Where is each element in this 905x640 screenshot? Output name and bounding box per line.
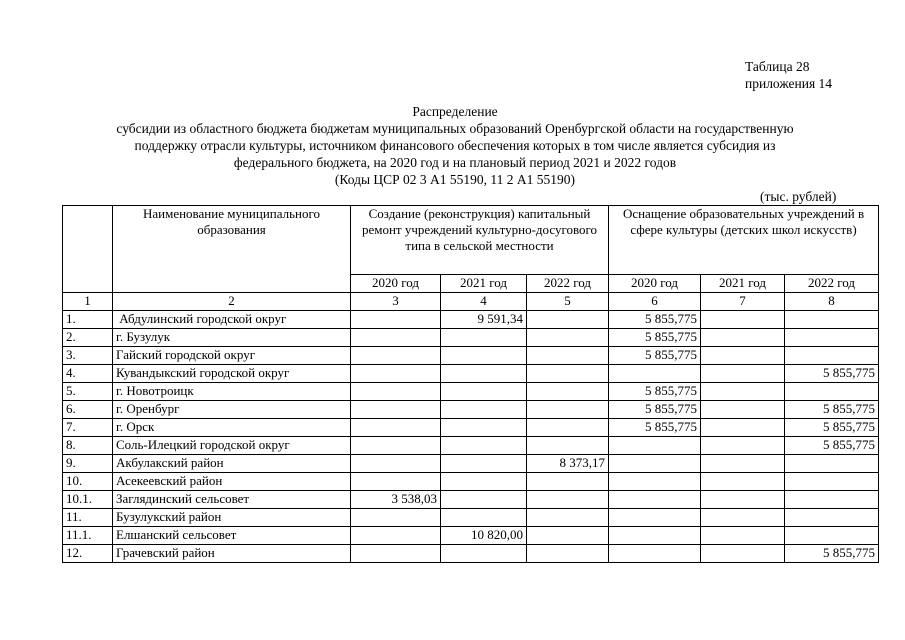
amount-cell <box>701 329 785 347</box>
amount-cell <box>701 365 785 383</box>
amount-cell <box>527 347 609 365</box>
title-line-4: федерального бюджета, на 2020 год и на плановый период 2021 и 2022 годов <box>233 155 677 170</box>
row-number: 5. <box>63 383 113 401</box>
amount-cell <box>701 383 785 401</box>
amount-cell <box>527 401 609 419</box>
amount-cell <box>785 383 879 401</box>
amount-cell <box>527 545 609 563</box>
table-row <box>63 527 879 545</box>
table-caption <box>745 58 832 92</box>
row-number: 4. <box>63 365 113 383</box>
amount-cell <box>785 347 879 365</box>
amount-cell <box>351 419 441 437</box>
amount-cell <box>701 527 785 545</box>
amount-cell <box>785 473 879 491</box>
amount-cell <box>609 437 701 455</box>
year-header: 2020 год <box>351 275 441 293</box>
amount-cell <box>701 473 785 491</box>
amount-cell <box>441 491 527 509</box>
header-cell-name: Наименование муниципального образования <box>113 206 351 293</box>
amount-cell: 10 820,00 <box>441 527 527 545</box>
table-row <box>63 329 879 347</box>
amount-cell <box>701 437 785 455</box>
column-number: 6 <box>609 293 701 311</box>
amount-cell <box>527 473 609 491</box>
amount-cell: 5 855,775 <box>785 437 879 455</box>
table-row <box>63 437 879 455</box>
amount-cell <box>351 347 441 365</box>
amount-cell <box>441 455 527 473</box>
column-number: 3 <box>351 293 441 311</box>
municipality-name: г. Новотроицк <box>113 383 351 401</box>
row-number: 7. <box>63 419 113 437</box>
amount-cell: 5 855,775 <box>785 545 879 563</box>
municipality-name: Акбулакский район <box>113 455 351 473</box>
amount-cell <box>527 509 609 527</box>
amount-cell <box>701 509 785 527</box>
amount-cell <box>351 329 441 347</box>
appendix-label: приложения 14 <box>745 76 833 91</box>
municipality-name: Грачевский район <box>113 545 351 563</box>
municipality-name: Елшанский сельсовет <box>113 527 351 545</box>
row-number: 10. <box>63 473 113 491</box>
municipality-name: г. Оренбург <box>113 401 351 419</box>
amount-cell: 5 855,775 <box>609 419 701 437</box>
amount-cell <box>351 437 441 455</box>
table-body <box>63 311 879 563</box>
header-group-equipment: Оснащение образовательных учреждений в сфере культуры (детских школ искусств) <box>609 206 879 275</box>
table-row <box>63 347 879 365</box>
amount-cell <box>701 311 785 329</box>
amount-cell <box>609 365 701 383</box>
amount-cell <box>609 455 701 473</box>
year-header: 2021 год <box>441 275 527 293</box>
amount-cell <box>609 545 701 563</box>
table-row <box>63 365 879 383</box>
amount-cell <box>701 419 785 437</box>
municipality-name: Заглядинский сельсовет <box>113 491 351 509</box>
amount-cell <box>527 437 609 455</box>
year-header: 2022 год <box>527 275 609 293</box>
table-row <box>63 509 879 527</box>
amount-cell: 5 855,775 <box>785 401 879 419</box>
column-number-row <box>63 293 879 311</box>
amount-cell <box>527 329 609 347</box>
table-row <box>63 419 879 437</box>
amount-cell <box>441 509 527 527</box>
row-number: 9. <box>63 455 113 473</box>
column-number: 7 <box>701 293 785 311</box>
table-row <box>63 473 879 491</box>
units-label: (тыс. рублей) <box>760 189 837 204</box>
row-number: 3. <box>63 347 113 365</box>
amount-cell <box>441 437 527 455</box>
municipality-name: г. Орск <box>113 419 351 437</box>
amount-cell <box>785 527 879 545</box>
table-row <box>63 545 879 563</box>
table-row <box>63 311 879 329</box>
municipality-name: Гайский городской округ <box>113 347 351 365</box>
amount-cell <box>441 473 527 491</box>
amount-cell <box>701 401 785 419</box>
year-header: 2020 год <box>609 275 701 293</box>
amount-cell <box>785 509 879 527</box>
amount-cell <box>351 509 441 527</box>
amount-cell <box>701 347 785 365</box>
amount-cell: 3 538,03 <box>351 491 441 509</box>
title-line-3: поддержку отрасли культуры, источником финансового обеспечения которых в том числе является субсидия из <box>134 138 776 153</box>
amount-cell: 5 855,775 <box>609 401 701 419</box>
column-number: 2 <box>113 293 351 311</box>
amount-cell <box>351 311 441 329</box>
table-row <box>63 491 879 509</box>
table-row <box>63 401 879 419</box>
title-line-1: Распределение <box>412 104 498 119</box>
row-number: 1. <box>63 311 113 329</box>
row-number: 11.1. <box>63 527 113 545</box>
amount-cell <box>785 329 879 347</box>
amount-cell <box>701 545 785 563</box>
amount-cell <box>351 473 441 491</box>
amount-cell <box>351 455 441 473</box>
header-cell-num <box>63 206 113 293</box>
table-row <box>63 383 879 401</box>
header-group-reconstruction: Создание (реконструкция) капитальный ремонт учреждений культурно-досугового типа в сельской местности <box>351 206 609 275</box>
amount-cell <box>527 491 609 509</box>
amount-cell <box>527 365 609 383</box>
amount-cell <box>441 329 527 347</box>
amount-cell: 5 855,775 <box>609 383 701 401</box>
municipality-name: Асекеевский район <box>113 473 351 491</box>
distribution-table <box>62 205 879 563</box>
amount-cell <box>527 527 609 545</box>
amount-cell: 8 373,17 <box>527 455 609 473</box>
row-number: 10.1. <box>63 491 113 509</box>
amount-cell <box>609 527 701 545</box>
amount-cell <box>609 509 701 527</box>
row-number: 12. <box>63 545 113 563</box>
amount-cell <box>441 365 527 383</box>
year-header: 2022 год <box>785 275 879 293</box>
amount-cell <box>351 401 441 419</box>
amount-cell: 9 591,34 <box>441 311 527 329</box>
amount-cell: 5 855,775 <box>785 365 879 383</box>
amount-cell <box>785 491 879 509</box>
municipality-name: Бузулукский район <box>113 509 351 527</box>
amount-cell <box>527 383 609 401</box>
amount-cell <box>441 545 527 563</box>
row-number: 11. <box>63 509 113 527</box>
amount-cell <box>785 455 879 473</box>
title-line-5: (Коды ЦСР 02 3 А1 55190, 11 2 А1 55190) <box>334 172 576 187</box>
column-number: 8 <box>785 293 879 311</box>
amount-cell <box>441 419 527 437</box>
municipality-name: г. Бузулук <box>113 329 351 347</box>
document-title <box>60 103 850 188</box>
amount-cell: 5 855,775 <box>785 419 879 437</box>
table-row <box>63 455 879 473</box>
title-line-2: субсидии из областного бюджета бюджетам муниципальных образований Оренбургской области на государственную <box>116 121 794 136</box>
municipality-name: Абдулинский городской округ <box>113 311 351 329</box>
amount-cell <box>527 419 609 437</box>
year-header: 2021 год <box>701 275 785 293</box>
amount-cell <box>609 491 701 509</box>
column-number: 5 <box>527 293 609 311</box>
amount-cell <box>701 455 785 473</box>
municipality-name: Кувандыкский городской округ <box>113 365 351 383</box>
row-number: 8. <box>63 437 113 455</box>
row-number: 2. <box>63 329 113 347</box>
amount-cell <box>441 347 527 365</box>
amount-cell <box>441 401 527 419</box>
amount-cell <box>351 545 441 563</box>
amount-cell: 5 855,775 <box>609 329 701 347</box>
amount-cell: 5 855,775 <box>609 311 701 329</box>
amount-cell <box>701 491 785 509</box>
amount-cell <box>351 365 441 383</box>
column-number: 1 <box>63 293 113 311</box>
amount-cell: 5 855,775 <box>609 347 701 365</box>
table-number-label: Таблица 28 <box>745 59 810 74</box>
amount-cell <box>441 383 527 401</box>
amount-cell <box>609 473 701 491</box>
row-number: 6. <box>63 401 113 419</box>
column-number: 4 <box>441 293 527 311</box>
amount-cell <box>351 383 441 401</box>
municipality-name: Соль-Илецкий городской округ <box>113 437 351 455</box>
amount-cell <box>351 527 441 545</box>
amount-cell <box>785 311 879 329</box>
amount-cell <box>527 311 609 329</box>
